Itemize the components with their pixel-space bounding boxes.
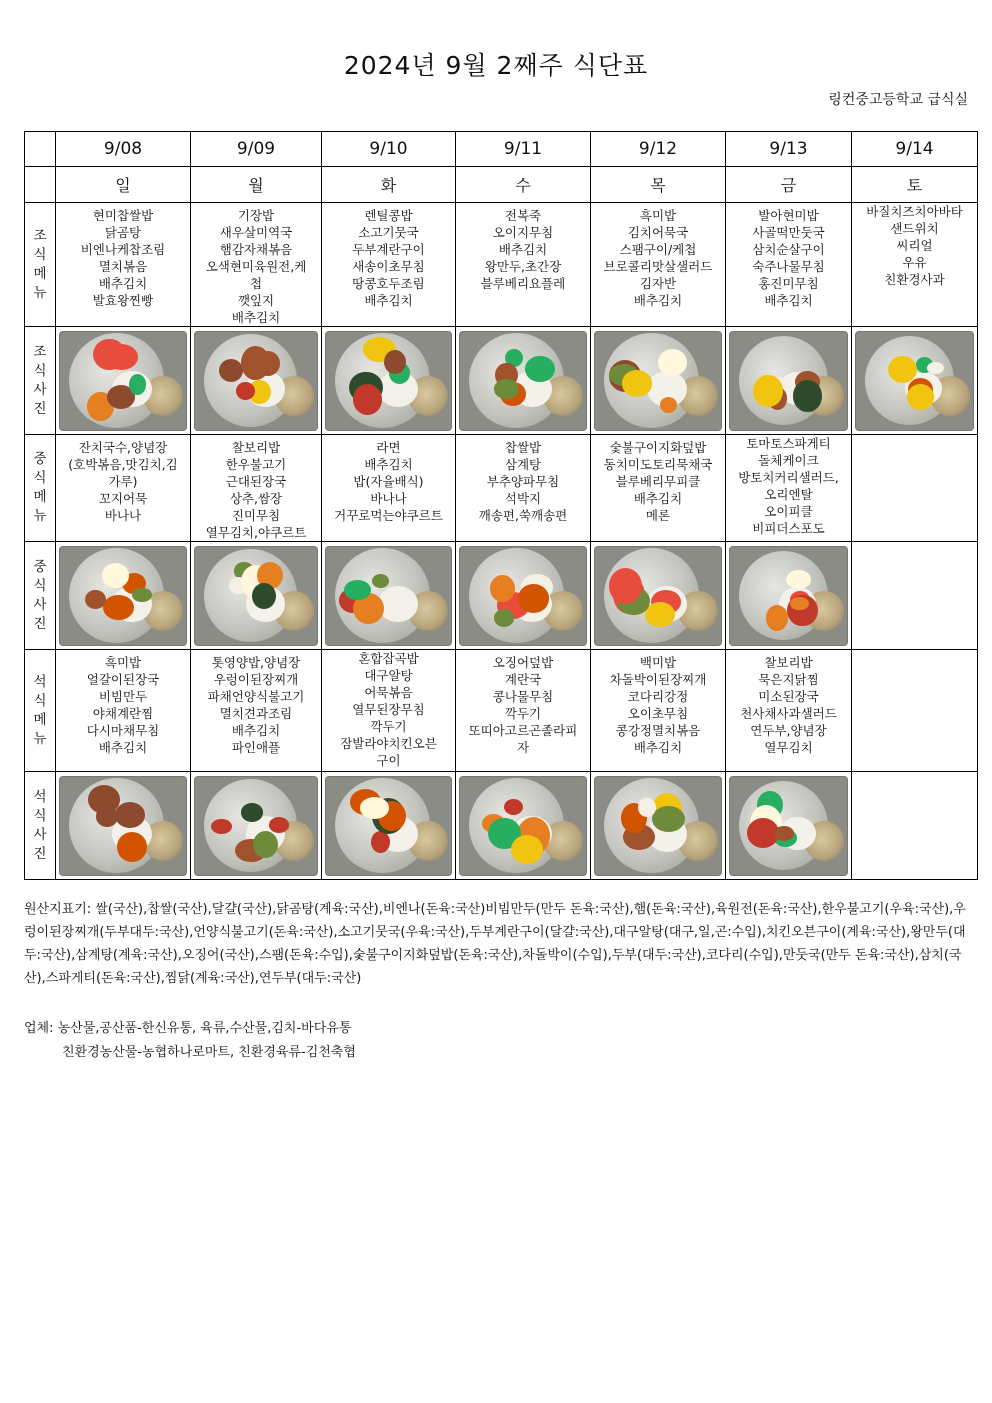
breakfast-photo-label [25,327,56,435]
menu-item: 바질치즈치아바타 [866,204,963,219]
menu-item: 삼치순살구이 [752,242,825,257]
food-photo [59,546,187,646]
row-label-char: 뉴 [33,508,47,524]
menu-item: 찰보리밥 [764,655,813,670]
lunch-photo-cell [56,542,191,650]
menu-item: 동치미도토리묵채국 [603,457,713,472]
breakfast-photo-cell [191,327,322,435]
menu-item: 구이 [376,753,401,768]
menu-item: 사골떡만둣국 [752,225,825,240]
food-shape [117,832,147,862]
menu-item: 메론 [645,508,671,523]
lunch-menu-cell [456,435,591,542]
menu-item: 열무김치 [764,740,813,755]
date-cell: 9/12 [591,132,726,167]
lunch-menu-cell [191,435,322,542]
menu-item: 차돌박이된장찌개 [609,672,707,687]
menu-item: 배추김치 [231,310,281,325]
dinner-photo-cell [852,772,978,880]
lunch-photo-cell [591,542,726,650]
menu-item: 오리엔탈 [764,487,813,502]
food-shape [252,583,276,609]
menu-item: 꼬지어묵 [98,491,148,506]
meal-table [24,131,978,880]
food-shape [774,826,794,841]
row-label-char: 사 [33,596,47,613]
row-label-char: 메 [33,489,47,505]
breakfast-menu-cell [322,203,456,327]
date-row [25,132,978,167]
row-label-char: 진 [33,845,47,862]
food-photo [325,331,452,431]
lunch-menu-label [25,435,56,542]
menu-item: 야채계란찜 [92,706,154,721]
menu-item: 열무된장무침 [352,702,425,717]
breakfast-photo-cell [726,327,852,435]
lunch-photo-cell [191,542,322,650]
breakfast-menu-cell [591,203,726,327]
menu-item: 비피더스포도 [752,521,825,536]
food-shape [490,575,515,602]
dinner-menu-row [25,650,978,772]
menu-item: 깨송편,쑥깨송편 [478,508,568,523]
food-photo [729,776,848,876]
menu-item: 전복죽 [504,208,542,223]
menu-item: 배추김치 [98,740,148,755]
food-shape [609,568,643,604]
food-photo [729,331,848,431]
lunch-photo-cell [322,542,456,650]
food-shape [241,803,263,821]
menu-item: 브로콜리맛살샐러드 [603,259,713,274]
menu-item: 새송이초무침 [352,259,425,274]
food-shape [85,590,106,610]
menu-item: 토마토스파게티 [746,436,831,451]
menu-item: 잠발라야치킨오븐 [340,736,437,751]
menu-item: 발아현미밥 [758,208,819,223]
lunch-menu-row [25,435,978,542]
breakfast-photo-cell [56,327,191,435]
breakfast-menu-cell [56,203,191,327]
dinner-photo-cell [591,772,726,880]
menu-item: 찰보리밥 [231,440,281,455]
food-shape [269,817,289,833]
food-shape [790,597,808,611]
menu-item: 묵은지닭찜 [758,672,819,687]
menu-item: 방토치커리샐러드, [738,470,839,485]
menu-item: 배추김치 [633,293,683,308]
food-photo [594,776,722,876]
food-shape [793,380,821,411]
food-shape [96,806,119,827]
row-label-char: 중 [33,558,47,575]
menu-item: 배추김치 [98,276,148,291]
breakfast-photo-cell [591,327,726,435]
weekday-cell: 월 [191,167,322,203]
menu-item: 흑미밥 [639,208,677,223]
menu-item: 다시마채무침 [86,723,160,738]
dinner-photo-cell [456,772,591,880]
menu-item: 거꾸로먹는야쿠르트 [334,508,443,523]
weekday-cell: 화 [322,167,456,203]
row-label-char: 조 [33,227,47,244]
food-shape [927,362,944,375]
menu-item: 혼합잡곡밥 [358,651,419,666]
lunch-menu-cell [591,435,726,542]
food-photo [594,546,722,646]
menu-item: 열무김치,야쿠르트 [205,525,307,540]
food-shape [115,802,145,828]
food-shape [766,605,787,630]
dinner-menu-label [25,650,56,772]
food-shape [652,806,685,833]
menu-item: (호박볶음,맛김치,김 [68,457,178,472]
menu-item: 배추김치 [231,723,281,738]
date-cell: 9/13 [726,132,852,167]
menu-item: 배추김치 [633,740,683,755]
menu-item: 자 [516,740,530,755]
menu-item: 김치어묵국 [627,225,689,240]
menu-item: 또띠아고르곤졸라피 [468,723,578,738]
menu-item: 오색현미육원전,케 [205,259,307,274]
food-shape [360,797,389,819]
food-photo [729,546,848,646]
menu-item: 가루) [108,474,138,489]
food-shape [371,831,390,853]
date-cell: 9/09 [191,132,322,167]
dinner-photo-cell [322,772,456,880]
dinner-photo-cell [56,772,191,880]
menu-item: 연두부,양념장 [750,723,827,738]
food-photo [855,331,974,431]
row-label-char: 중 [33,451,47,467]
menu-item: 햄감자채볶음 [219,242,293,257]
dinner-menu-cell [852,650,978,772]
menu-item: 새우살미역국 [219,225,293,240]
menu-item: 배추김치 [364,293,413,308]
food-shape [660,397,677,413]
menu-item: 샌드위치 [890,221,939,236]
menu-item: 배추김치 [764,293,813,308]
menu-item: 톳영양밥,양념장 [211,655,301,670]
dinner-menu-cell [726,650,852,772]
menu-item: 미소된장국 [758,689,819,704]
food-shape [255,351,279,375]
school-name: 링컨중고등학교 급식실 [828,92,968,108]
menu-item: 땅콩호두조림 [352,276,425,291]
food-photo [59,776,187,876]
menu-item: 소고기뭇국 [358,225,419,240]
food-shape [102,563,129,588]
menu-item: 바나나 [104,508,142,523]
menu-item: 숙주나물무침 [752,259,825,274]
menu-item: 홍진미무침 [758,276,819,291]
vendor-info [24,1017,972,1065]
menu-item: 상추,쌈장 [229,491,283,506]
menu-item: 두부계란구이 [352,242,425,257]
menu-item: 왕만두,초간장 [484,259,562,274]
row-label-char: 식 [33,577,47,594]
dinner-photo-cell [191,772,322,880]
dinner-photo-label [25,772,56,880]
breakfast-menu-cell [726,203,852,327]
food-shape [907,384,934,409]
menu-item: 대구알탕 [364,668,413,683]
menu-item: 오이피클 [764,504,813,519]
breakfast-menu-cell [191,203,322,327]
menu-item: 코다리강정 [627,689,689,704]
lunch-photo-cell [852,542,978,650]
row-label-char: 식 [33,807,47,824]
menu-item: 스팸구이/케첩 [619,242,697,257]
food-shape [211,819,232,834]
menu-item: 밥(자율배식) [353,474,424,489]
breakfast-menu-label [25,203,56,327]
food-shape [219,359,243,382]
menu-item: 기장밥 [237,208,275,223]
menu-item: 돌체케이크 [758,453,819,468]
row-label-char: 식 [33,470,47,486]
food-shape [525,356,555,383]
menu-item: 콩강정멸치볶음 [615,723,701,738]
row-label-char: 진 [33,615,47,632]
breakfast-menu-row [25,203,978,327]
menu-item: 블루베리요플레 [480,276,566,291]
menu-item: 오이지무침 [492,225,554,240]
menu-item: 첩 [249,276,263,291]
food-shape [658,349,687,376]
row-label-char: 사 [33,826,47,843]
food-photo [194,331,318,431]
lunch-menu-cell [852,435,978,542]
breakfast-photo-cell [852,327,978,435]
menu-item: 깻잎지 [237,293,275,308]
food-photo [194,546,318,646]
breakfast-menu-cell [852,203,978,327]
menu-item: 배추김치 [498,242,548,257]
menu-item: 비빔만두 [98,689,148,704]
weekday-cell: 일 [56,167,191,203]
lunch-photo-cell [726,542,852,650]
menu-item: 찹쌀밥 [504,440,542,455]
menu-item: 블루베리무피클 [615,474,701,489]
food-photo [194,776,318,876]
menu-item: 씨리얼 [896,238,933,253]
lunch-photo-row [25,542,978,650]
date-cell: 9/11 [456,132,591,167]
food-shape [518,584,548,612]
menu-item: 배추김치 [633,491,683,506]
rice-shape [378,586,418,622]
row-label-char: 석 [33,788,47,805]
menu-item: 오징어덮밥 [492,655,554,670]
corner-cell [25,132,56,167]
food-shape [753,375,783,408]
lunch-menu-cell [726,435,852,542]
menu-item: 근대된장국 [225,474,287,489]
menu-item: 깍두기 [504,706,542,721]
menu-item: 얼갈이된장국 [86,672,160,687]
row-label-char: 메 [33,265,47,282]
breakfast-photo-cell [322,327,456,435]
row-label-char: 식 [33,362,47,379]
weekday-row [25,167,978,203]
dinner-photo-row [25,772,978,880]
lunch-photo-cell [456,542,591,650]
menu-item: 부추양파무침 [486,474,560,489]
menu-item: 닭곰탕 [104,225,142,240]
food-photo [59,331,187,431]
food-photo [459,546,587,646]
vendor-line: 친환경농산물-농협하나로마트, 친환경육류-김천축협 [62,1045,356,1060]
row-label-char: 뉴 [33,284,47,301]
food-photo [459,331,587,431]
breakfast-photo-row [25,327,978,435]
dinner-photo-cell [726,772,852,880]
food-shape [353,384,382,415]
menu-item: 콩나물무침 [492,689,554,704]
menu-item: 진미무침 [231,508,281,523]
food-photo [459,776,587,876]
date-cell: 9/14 [852,132,978,167]
row-label-char: 사 [33,381,47,398]
dinner-menu-cell [322,650,456,772]
menu-item: 천사채사과샐러드 [740,706,837,721]
menu-item: 현미찹쌀밥 [92,208,154,223]
dinner-menu-cell [191,650,322,772]
dinner-menu-cell [56,650,191,772]
menu-item: 바나나 [370,491,407,506]
row-label-char: 석 [33,673,47,690]
menu-item: 우유 [902,255,927,270]
weekday-cell: 목 [591,167,726,203]
row-label-char: 식 [33,692,47,709]
food-shape [253,831,278,858]
menu-item: 잔치국수,양념장 [78,440,168,455]
menu-item: 라면 [376,440,401,455]
menu-item: 파인애플 [231,740,281,755]
date-cell: 9/10 [322,132,456,167]
weekday-cell: 수 [456,167,591,203]
row-label-char: 뉴 [33,730,47,747]
corner-cell [25,167,56,203]
food-shape [103,595,134,620]
menu-item: 백미밥 [639,655,677,670]
menu-item: 친환경사과 [884,272,945,287]
origin-notes: 원산지표기: 쌀(국산),찹쌀(국산),달걀(국산),닭곰탕(계육:국산),비엔나(돈육:국산)비빔만두(만두 돈육:국산),햄(돈육:국산),육원전(돈육:국산),한우불고기(우육:국산),우렁이된장찌개(두부대두:국산),언양식불고기(돈육:국산),소고기뭇국(우육:국산),두부계란구이(달걀:국산),대구알탕(대구,일,곤:수입),치킨오븐구이(계육:국산),왕만두(대두:국산),삼계탕(계육:국산),오징어(국산),스팸(돈육:수입),숯불구이지화덮밥(돈육:국산),차돌박이(수입),두부(대두:국산),코다리(수입),만둣국(만두 돈육:국산),삼치(국산),스파게티(돈육:국산),찜닭(계육:국산),연두부(대두:국산) [24,902,966,986]
lunch-menu-cell [56,435,191,542]
menu-item: 흑미밥 [104,655,142,670]
lunch-photo-label [25,542,56,650]
menu-item: 숯불구이지화덮밥 [609,440,707,455]
menu-item: 멸치볶음 [98,259,148,274]
weekday-cell: 토 [852,167,978,203]
menu-item: 계란국 [504,672,542,687]
menu-item: 삼계탕 [504,457,542,472]
row-label-char: 메 [33,711,47,728]
menu-item: 어묵볶음 [364,685,413,700]
menu-item: 우렁이된장찌개 [213,672,299,687]
food-shape [132,588,151,602]
date-cell: 9/08 [56,132,191,167]
menu-item: 깍두기 [370,719,407,734]
food-photo [325,546,452,646]
row-label-char: 조 [33,343,47,360]
menu-item: 석박지 [504,491,542,506]
lunch-menu-cell [322,435,456,542]
menu-item: 발효왕찐빵 [92,293,154,308]
dinner-menu-cell [456,650,591,772]
breakfast-menu-cell [456,203,591,327]
menu-item: 오이초무침 [627,706,689,721]
row-label-char: 진 [33,400,47,417]
breakfast-photo-cell [456,327,591,435]
menu-item: 멸치견과조림 [219,706,293,721]
weekday-cell: 금 [726,167,852,203]
food-shape [622,370,653,396]
menu-item: 파채언양식불고기 [207,689,305,704]
page-title: 2024년 9월 2째주 식단표 [343,51,649,80]
menu-item: 한우불고기 [225,457,287,472]
food-shape [888,356,917,383]
menu-item: 렌틸콩밥 [364,208,413,223]
dinner-menu-cell [591,650,726,772]
menu-item: 비엔나케찹조림 [80,242,166,257]
food-shape [236,382,255,400]
food-shape [511,835,543,864]
food-photo [325,776,452,876]
vendor-line: 업체: 농산물,공산품-한신유통, 육류,수산물,김치-바다유통 [24,1021,352,1036]
menu-item: 김자반 [639,276,677,291]
food-shape [494,609,514,627]
food-photo [594,331,722,431]
row-label-char: 식 [33,246,47,263]
food-shape [494,379,520,399]
menu-item: 배추김치 [364,457,413,472]
